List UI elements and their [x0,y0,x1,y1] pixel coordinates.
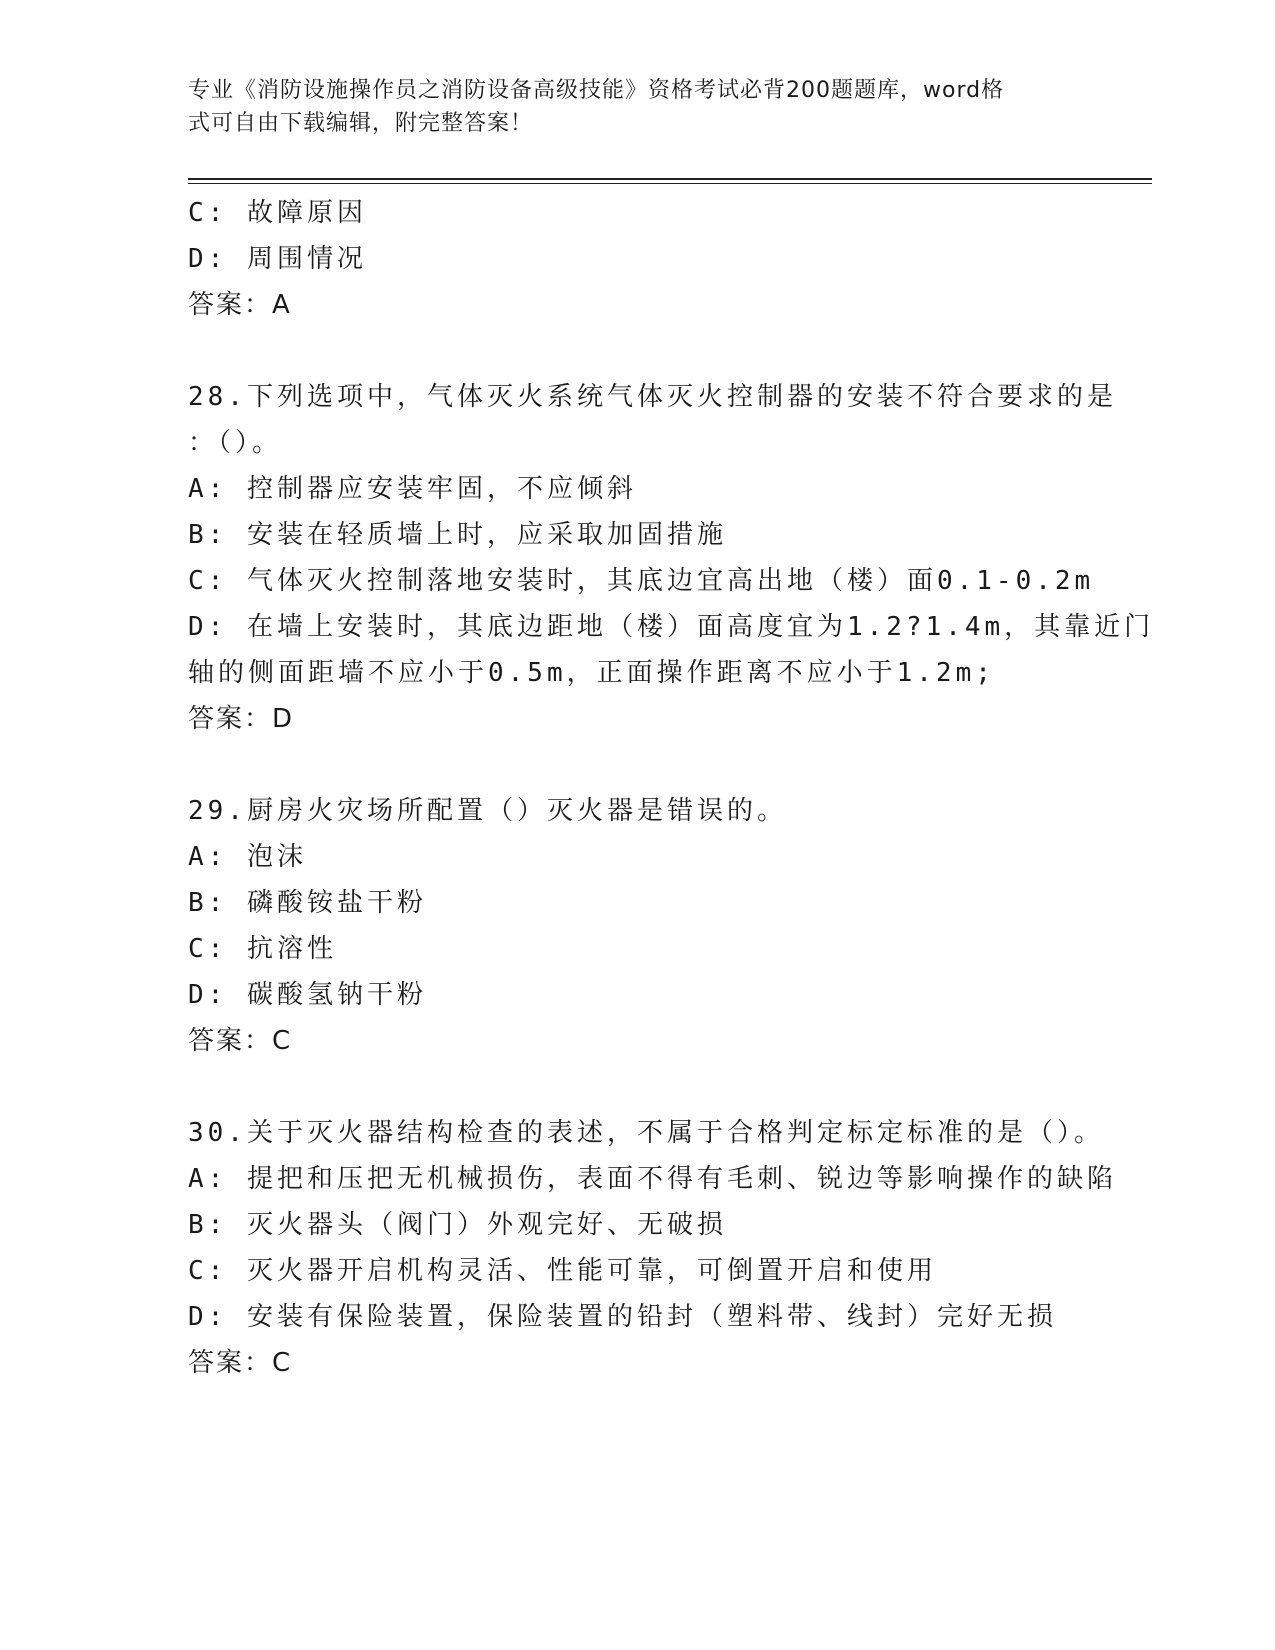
spacer [188,742,1088,788]
option-a: A: 泡沫 [188,842,307,872]
header-line-2: 式可自由下载编辑，附完整答案！ [188,111,534,136]
option-d: D: 在墙上安装时，其底边距地（楼）面高度宜为1.2?1.4m，其靠近门 [188,612,1155,642]
header-divider-thin [188,183,1152,184]
option-d: D: 碳酸氢钠干粉 [188,980,427,1010]
question-stem-continued: ：（）。 [188,428,283,458]
answer-line: 答案：A [188,290,292,320]
option-a: A: 控制器应安装牢固，不应倾斜 [188,474,637,504]
header-divider-thick [188,178,1152,180]
question-stem: 28.下列选项中，气体灭火系统气体灭火控制器的安装不符合要求的是 [188,382,1117,412]
header-line-1: 专业《消防设施操作员之消防设备高级技能》资格考试必背200题题库，word格 [188,78,1005,103]
option-c: C: 气体灭火控制落地安装时，其底边宜高出地（楼）面0.1-0.2m [188,566,1095,596]
spacer [188,328,1088,374]
question-stem: 30.关于灭火器结构检查的表述，不属于合格判定标定标准的是（）。 [188,1118,1104,1148]
previous-question-tail [188,190,1088,328]
question-28 [188,374,1155,742]
option-b: B: 磷酸铵盐干粉 [188,888,427,918]
option-c: C: 灭火器开启机构灵活、性能可靠，可倒置开启和使用 [188,1256,937,1286]
answer-line: 答案：D [188,704,295,734]
question-29 [188,788,1088,1064]
option-a: A: 提把和压把无机械损伤，表面不得有毛刺、锐边等影响操作的缺陷 [188,1164,1117,1194]
answer-line: 答案：C [188,1026,293,1056]
question-list [188,190,1155,1386]
question-stem: 29.厨房火灾场所配置（）灭火器是错误的。 [188,796,787,826]
option-d: D: 安装有保险装置，保险装置的铅封（塑料带、线封）完好无损 [188,1302,1057,1332]
answer-line: 答案：C [188,1348,293,1378]
option-c: C: 故障原因 [188,198,367,228]
question-30 [188,1110,1117,1386]
document-header [188,74,1068,140]
option-d: D: 周围情况 [188,244,367,274]
spacer [188,1064,1088,1110]
option-b: B: 安装在轻质墙上时，应采取加固措施 [188,520,727,550]
option-b: B: 灭火器头（阀门）外观完好、无破损 [188,1210,727,1240]
option-d-continued: 轴的侧面距墙不应小于0.5m，正面操作距离不应小于1.2m; [188,658,995,688]
option-c: C: 抗溶性 [188,934,337,964]
